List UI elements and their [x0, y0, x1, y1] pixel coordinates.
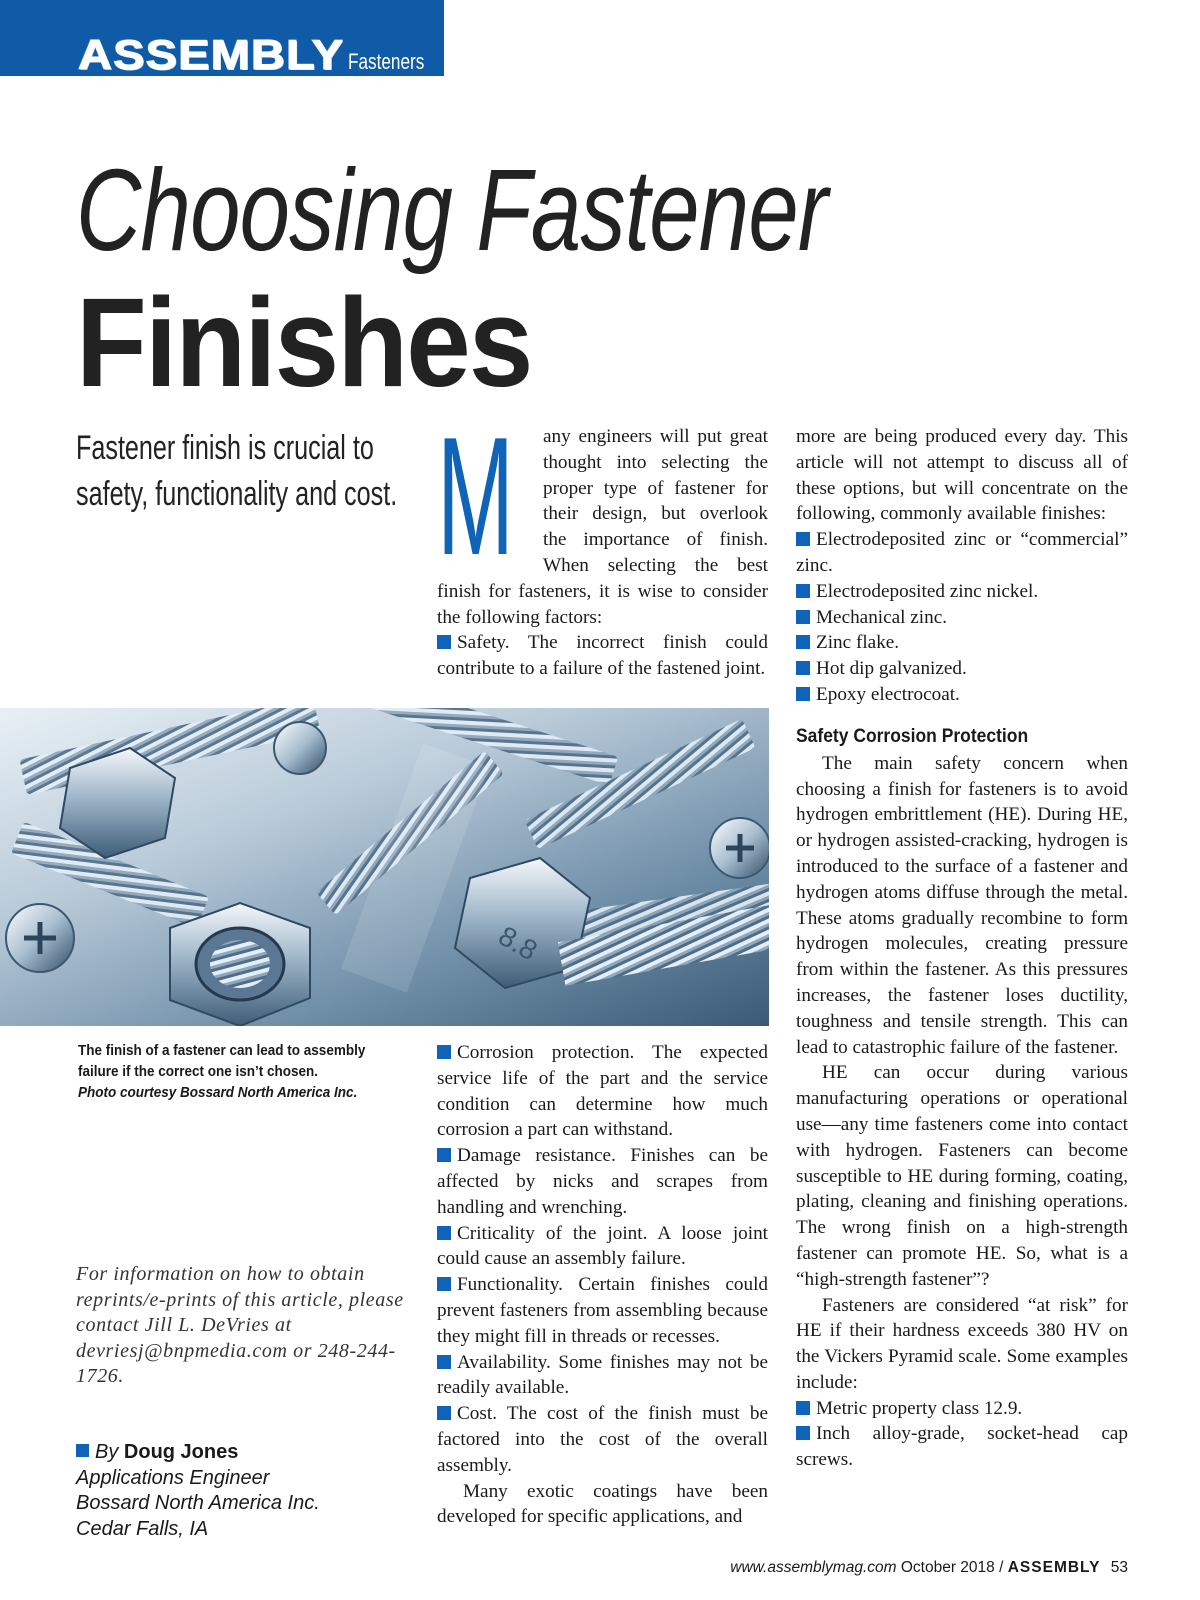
- factor-item: Safety. The incorrect finish could contribute to a failure of the fastened joint.: [437, 630, 768, 682]
- article-title-line2: Finishes: [76, 272, 532, 413]
- coatings-paragraph: Many exotic coatings have been developed for specific applications, and: [437, 1480, 768, 1528]
- photo-credit: Photo courtesy Bossard North America Inc.: [78, 1084, 358, 1101]
- body-paragraph: HE can occur during various manufacturing operations or operational use—any time fasteners come into contact with hydrogen. Fasteners can become susceptible to HE during forming, coating, plating, cleaning and finishing operations. The wrong finish on a high-strength fastener can promote HE. So, what is a “high-strength fastener”?: [796, 1062, 1128, 1290]
- factor-item: Functionality. Certain finishes could prevent fasteners from assembling because they might fill in threads or recesses.: [437, 1272, 768, 1349]
- byline: [76, 1440, 406, 1542]
- factor-item: Corrosion protection. The expected service life of the part and the service condition can determine how much corrosion a part can withstand.: [437, 1040, 768, 1143]
- factor-item: Availability. Some finishes may not be readily available.: [437, 1350, 768, 1402]
- finish-item: Epoxy electrocoat.: [796, 682, 1128, 708]
- example-item: Inch alloy-grade, socket-head cap screws.: [796, 1421, 1128, 1473]
- section-banner: [0, 0, 444, 76]
- continued-paragraph: more are being produced every day. This article will not attempt to discuss all of these options, but will concentrate on the following, commonly available finishes:: [796, 426, 1128, 525]
- finish-item: Electrodeposited zinc or “commercial” zinc.: [796, 527, 1128, 579]
- column-3: [796, 424, 1128, 1473]
- factor-item: Criticality of the joint. A loose joint could cause an assembly failure.: [437, 1221, 768, 1273]
- deck-line2: safety, functionality and cost.: [76, 475, 398, 513]
- author-location: Cedar Falls, IA: [76, 1517, 209, 1540]
- intro-paragraph: [437, 402, 768, 630]
- page-number: 53: [1110, 1559, 1128, 1576]
- page-footer: [730, 1558, 1128, 1578]
- caption-text: The finish of a fastener can lead to assembly failure if the correct one isn’t chosen.: [78, 1042, 366, 1080]
- example-item: Metric property class 12.9.: [796, 1396, 1128, 1422]
- square-bullet-icon: [76, 1444, 89, 1457]
- byline-author: [76, 1440, 406, 1466]
- section-subhead: Safety Corrosion Protection: [796, 725, 1029, 747]
- body-paragraph: Fasteners are considered “at risk” for HE if their hardness exceeds 380 HV on the Vickers Pyramid scale. Some examples include:: [796, 1294, 1128, 1393]
- article-title-line1: Choosing Fastener: [76, 145, 828, 275]
- column-2-bottom: [437, 1040, 768, 1530]
- fasteners-photo: [0, 708, 769, 1026]
- section-label: ASSEMBLY: [78, 31, 345, 76]
- author-role: Applications Engineer: [76, 1466, 270, 1489]
- finish-item: Electrodeposited zinc nickel.: [796, 579, 1128, 605]
- intro-text: any engineers will put great thought into selecting the proper type of fastener for their design, but overlook the importance of finish. When selecting the best finish for fasteners, it is wise to consider the following factors:: [437, 426, 768, 628]
- footer-magazine: ASSEMBLY: [1007, 1559, 1101, 1576]
- reprint-note: For information on how to obtain reprints/e-prints of this article, please contact Jill L. DeVries at devriesj@bnpmedia.com or 248-244-1726.: [76, 1263, 404, 1388]
- body-paragraph: The main safety concern when choosing a finish for fasteners is to avoid hydrogen embrittlement (HE). During HE, or hydrogen assisted-cracking, hydrogen is introduced to the surface of a fastener and hydrogen atoms diffuse through the metal. These atoms gradually recombine to form hydrogen molecules, creating pressure from within the fastener. As this pressures increases, the fastener loses ductility, toughness and tensile strength. This can lead to catastrophic failure of the fastener.: [796, 752, 1128, 1058]
- author-name: Doug Jones: [123, 1441, 239, 1463]
- photo-caption: [78, 1040, 366, 1103]
- footer-date: October 2018: [900, 1559, 995, 1576]
- article-deck: [76, 425, 398, 517]
- bolt-marking: 8.8: [493, 920, 543, 967]
- footer-separator: /: [999, 1559, 1004, 1576]
- finish-item: Zinc flake.: [796, 630, 1128, 656]
- footer-url[interactable]: www.assemblymag.com: [730, 1559, 897, 1576]
- column-2-top: [437, 402, 768, 682]
- finish-item: Mechanical zinc.: [796, 605, 1128, 631]
- fasteners-illustration: [0, 708, 769, 1026]
- author-company: Bossard North America Inc.: [76, 1492, 320, 1515]
- factor-item: Damage resistance. Finishes can be affected by nicks and scrapes from handling and wrenching.: [437, 1143, 768, 1220]
- byline-prefix: By: [95, 1441, 119, 1463]
- deck-line1: Fastener finish is crucial to: [76, 429, 374, 467]
- finish-item: Hot dip galvanized.: [796, 656, 1128, 682]
- factor-item: Cost. The cost of the finish must be factored into the cost of the overall assembly.: [437, 1401, 768, 1478]
- drop-cap: M: [437, 402, 514, 590]
- subsection-label: Fasteners: [348, 49, 425, 74]
